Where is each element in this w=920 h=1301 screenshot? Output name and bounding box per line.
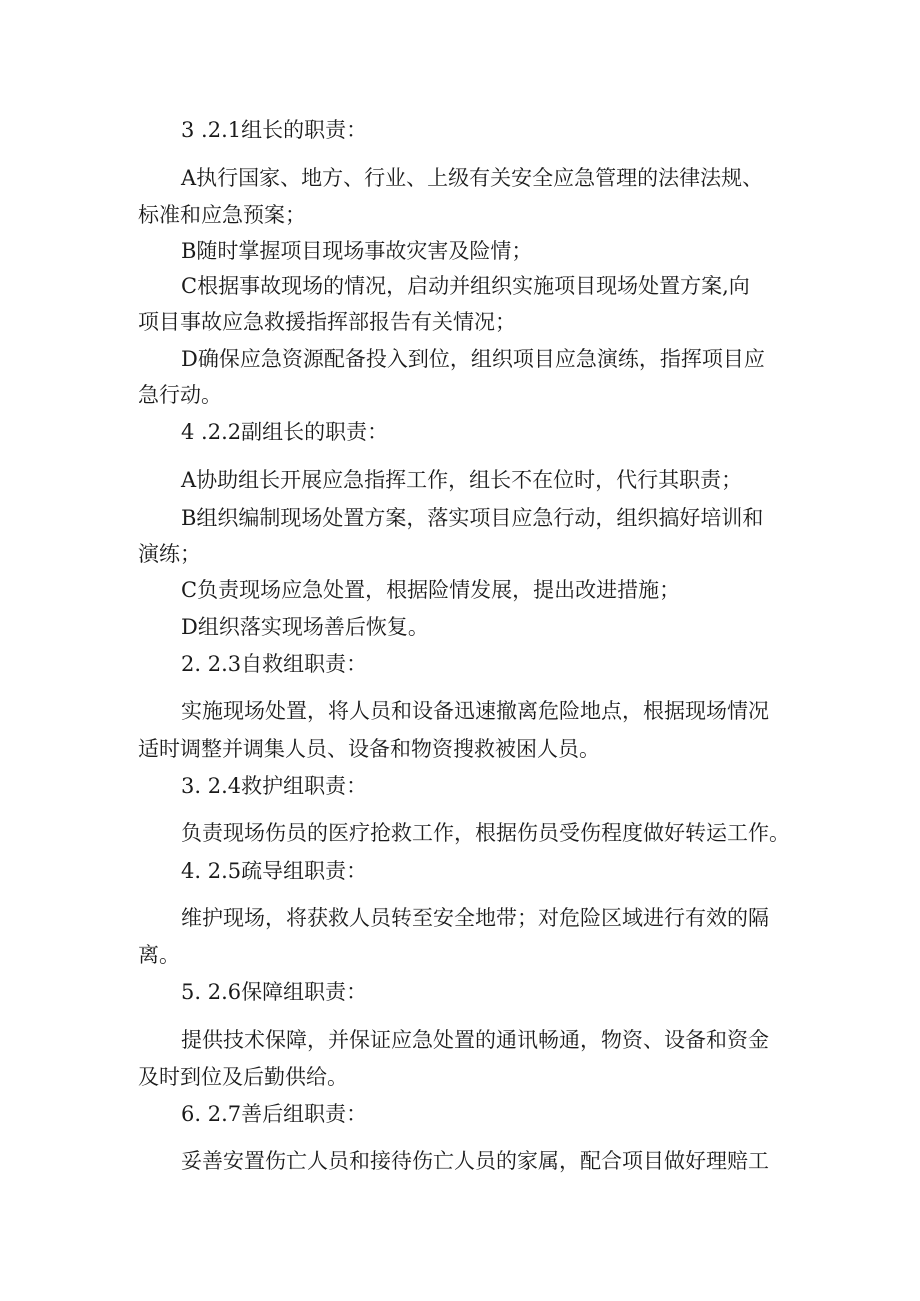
section-heading: 2. 2.3自救组职责： [181,652,368,676]
paragraph-line: C根据事故现场的情况，启动并组织实施项目现场处置方案,向 [181,274,750,298]
paragraph-line: B组织编制现场处置方案，落实项目应急行动，组织搞好培训和 [181,506,764,530]
paragraph-line: 标准和应急预案； [138,203,306,227]
paragraph-line: D确保应急资源配备投入到位，组织项目应急演练，指挥项目应 [181,347,765,371]
paragraph-line: 适时调整并调集人员、设备和物资搜救被困人员。 [138,737,600,761]
section-heading: 5. 2.6保障组职责： [181,980,368,1004]
paragraph-line: 妥善安置伤亡人员和接待伤亡人员的家属，配合项目做好理赔工 [181,1149,769,1173]
paragraph-line: 项目事故应急救援指挥部报告有关情况； [138,310,516,334]
paragraph-line: A执行国家、地方、行业、上级有关安全应急管理的法律法规、 [181,166,764,190]
paragraph-line: B随时掌握项目现场事故灾害及险情； [181,239,533,263]
paragraph-line: D组织落实现场善后恢复。 [181,615,429,639]
section-heading: 3 .2.1组长的职责： [181,118,368,142]
section-heading: 4 .2.2副组长的职责： [181,420,389,444]
paragraph-line: A协助组长开展应急指挥工作，组长不在位时，代行其职责； [181,468,743,492]
section-heading: 4. 2.5疏导组职责： [181,859,368,883]
paragraph-line: 离。 [138,943,180,967]
paragraph-line: 演练； [138,542,201,566]
paragraph-line: C负责现场应急处置，根据险情发展，提出改进措施； [181,578,681,602]
paragraph-line: 提供技术保障，并保证应急处置的通讯畅通，物资、设备和资金 [181,1028,769,1052]
paragraph-line: 实施现场处置，将人员和设备迅速撤离危险地点，根据现场情况 [181,699,769,723]
paragraph-line: 负责现场伤员的医疗抢救工作，根据伤员受伤程度做好转运工作。 [181,821,790,845]
section-heading: 3. 2.4救护组职责： [181,774,368,798]
paragraph-line: 及时到位及后勤供给。 [138,1065,348,1089]
section-heading: 6. 2.7善后组职责： [181,1102,368,1126]
paragraph-line: 维护现场，将获救人员转至安全地带；对危险区域进行有效的隔 [181,906,769,930]
paragraph-line: 急行动。 [138,383,222,407]
